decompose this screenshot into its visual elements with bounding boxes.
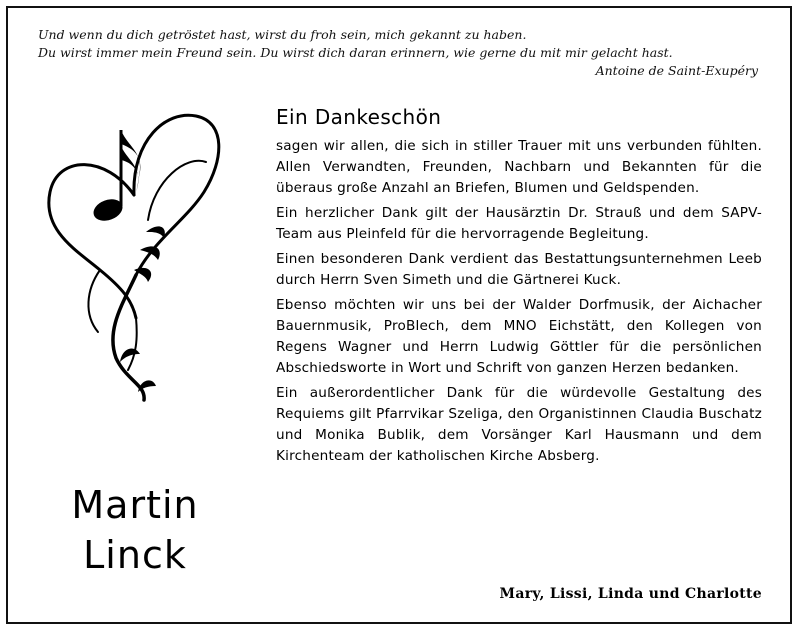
- thanks-paragraph: Ein herzlicher Dank gilt der Hausärztin Dr. Strauß und dem SAPV-Team aus Pleinfeld für die hervorragende Begleitung.: [276, 205, 762, 242]
- quote-line: Und wenn du dich getröstet hast, wirst du froh sein, mich gekannt zu haben.: [38, 27, 527, 42]
- thanks-heading: Ein Dankeschön: [276, 105, 442, 129]
- last-name: Linck: [83, 533, 187, 577]
- first-name: Martin: [71, 483, 199, 527]
- thanks-section: [276, 104, 762, 471]
- thanks-paragraph: Einen besonderen Dank verdient das Bestattungsunternehmen Leeb durch Herrn Sven Simeth und die Gärtnerei Kuck.: [276, 251, 762, 288]
- quote-author: Antoine de Saint-Exupéry: [595, 63, 758, 78]
- heart-music-note-icon: [36, 100, 236, 410]
- thanks-paragraph: Ein außerordentlicher Dank für die würdevolle Gestaltung des Requiems gilt Pfarrvikar Szeliga, den Organistinnen Claudia Buschatz und Monika Bublik, dem Vorsänger Karl Hausmann und dem Kirchenteam der katholischen Kirche Absberg.: [276, 385, 762, 464]
- thanks-paragraph: sagen wir allen, die sich in stiller Trauer mit uns verbunden fühlten. Allen Verwandten, Freunden, Nachbarn und Bekannten für die überaus große Anzahl an Briefen, Blumen und Geldspenden.: [276, 138, 762, 196]
- thanks-paragraph: Ebenso möchten wir uns bei der Walder Dorfmusik, der Aichacher Bauernmusik, ProBlech, dem MNO Eichstätt, den Kollegen von Regens Wagner und Herrn Ludwig Göttler für die persönlichen Abschiedsworte in Wort und Schrift von ganzen Herzen bedanken.: [276, 297, 762, 376]
- family-signature: Mary, Lissi, Linda und Charlotte: [499, 586, 762, 602]
- deceased-name: [20, 480, 250, 580]
- quote-line: Du wirst immer mein Freund sein. Du wirst dich daran erinnern, wie gerne du mit mir gelacht hast.: [38, 45, 673, 60]
- quote-block: [38, 26, 758, 80]
